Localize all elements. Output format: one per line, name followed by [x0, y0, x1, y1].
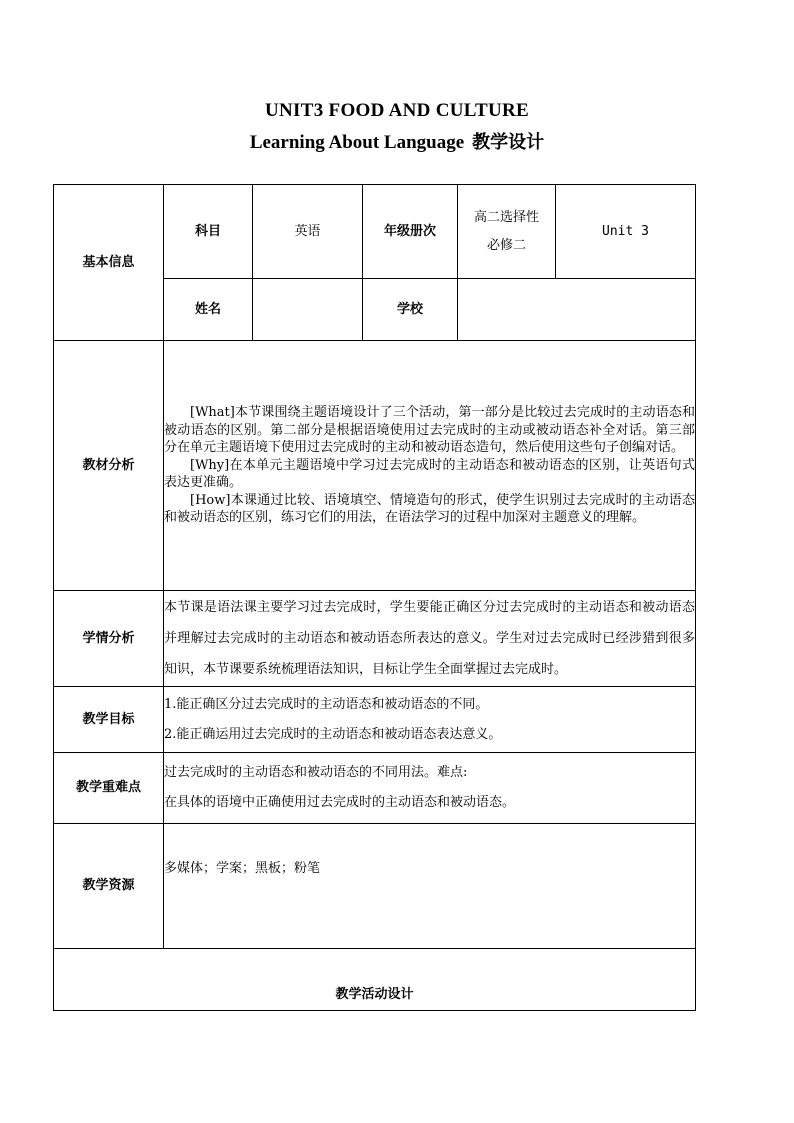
key-points-row — [54, 753, 696, 824]
basic-info-label: 基本信息 — [54, 185, 164, 341]
learner-analysis-label: 学情分析 — [54, 591, 164, 687]
key-points-content — [164, 753, 696, 824]
objectives-label: 教学目标 — [54, 687, 164, 753]
basic-info-row — [54, 185, 696, 279]
school-label: 学校 — [363, 279, 458, 341]
resources-text: 多媒体；学案；黑板；粉笔 — [164, 861, 321, 876]
subject-value: 英语 — [253, 185, 363, 279]
material-analysis-content — [164, 341, 696, 591]
lesson-plan-table — [53, 184, 696, 1011]
learner-analysis-text: 本节课是语法课主要学习过去完成时，学生要能正确区分过去完成时的主动语态和被动语态并理解过去完成时的主动语态和被动语态所表达的意义。学生对过去完成时已经涉猎到很多知识，本节课要系统梳理语法知识，目标让学生全面掌握过去完成时。 — [164, 600, 695, 677]
resources-label: 教学资源 — [54, 824, 164, 949]
name-label: 姓名 — [164, 279, 253, 341]
material-why-paragraph: [Why]在本单元主题语境中学习过去完成时的主动语态和被动语态的区别，让英语句式表达更准确。 — [164, 457, 695, 491]
resources-content — [164, 824, 696, 949]
unit-value: Unit 3 — [556, 185, 696, 279]
key-points-line2: 在具体的语境中正确使用过去完成时的主动语态和被动语态。 — [164, 795, 516, 810]
learner-analysis-row — [54, 591, 696, 687]
activity-design-heading: 教学活动设计 — [54, 949, 696, 1011]
material-what-paragraph: [What]本节课围绕主题语境设计了三个活动，第一部分是比较过去完成时的主动语态和被动语态的区别。第二部分是根据语境使用过去完成时的主动或被动语态补全对话。第三部分在单元主题语境下使用过去完成时的主动和被动语态造句，然后使用这些句子创编对话。 — [164, 405, 695, 456]
name-value — [253, 279, 363, 341]
material-analysis-row — [54, 341, 696, 591]
doc-title-line2 — [0, 128, 794, 154]
objective-item-2: 2.能正确运用过去完成时的主动语态和被动语态表达意义。 — [164, 726, 502, 742]
key-points-label: 教学重难点 — [54, 753, 164, 824]
learner-analysis-content — [164, 591, 696, 687]
doc-title-line1: UNIT3 FOOD AND CULTURE — [264, 100, 530, 121]
grade-label: 年级册次 — [363, 185, 458, 279]
school-value — [458, 279, 696, 341]
grade-value: 高二选择性必修二 — [458, 185, 556, 279]
doc-title-en: Learning About Language — [249, 132, 465, 153]
objectives-content — [164, 687, 696, 753]
objectives-row — [54, 687, 696, 753]
subject-label: 科目 — [164, 185, 253, 279]
activity-design-row — [54, 949, 696, 1011]
material-analysis-label: 教材分析 — [54, 341, 164, 591]
key-points-line1: 过去完成时的主动语态和被动语态的不同用法。难点: — [164, 765, 468, 780]
material-how-paragraph: [How]本课通过比较、语境填空、情境造句的形式，使学生识别过去完成时的主动语态和被动语态的区别，练习它们的用法，在语法学习的过程中加深对主题意义的理解。 — [164, 492, 695, 526]
objective-item-1: 1.能正确区分过去完成时的主动语态和被动语态的不同。 — [164, 696, 489, 712]
doc-title-cn: 教学设计 — [472, 132, 545, 153]
resources-row — [54, 824, 696, 949]
